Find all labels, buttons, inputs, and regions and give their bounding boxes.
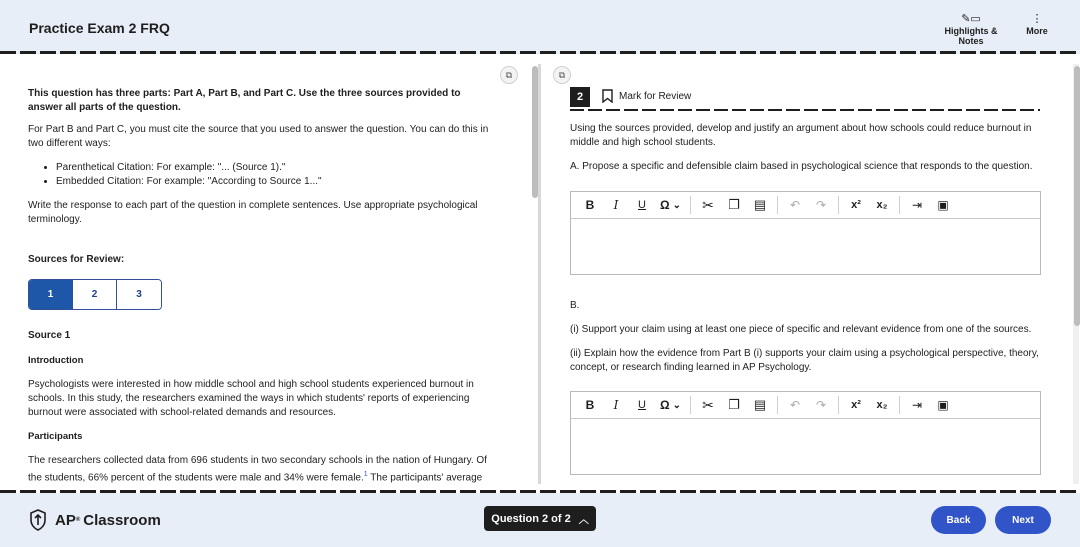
redo-icon: ↷ — [815, 198, 827, 212]
source-title: Source 1 — [28, 330, 71, 341]
subscript-button[interactable]: x₂ — [876, 399, 888, 411]
question-pane — [544, 57, 1074, 489]
toolbar-separator — [690, 196, 691, 214]
mark-for-review-label: Mark for Review — [619, 90, 692, 102]
paste-button[interactable] — [749, 194, 771, 216]
expand-left-button[interactable] — [500, 66, 518, 84]
toolbar-separator — [690, 396, 691, 414]
indent-button[interactable] — [906, 394, 928, 416]
question-navigator-label: Question 2 of 2 — [491, 512, 571, 525]
underline-button[interactable]: U — [638, 199, 646, 211]
bold-button[interactable]: B — [585, 198, 595, 212]
participants-continued: The participants' average — [367, 472, 483, 484]
participants-heading: Participants — [28, 431, 83, 442]
image-icon: ▣ — [937, 398, 949, 412]
undo-icon: ↶ — [789, 398, 801, 412]
undo-button[interactable] — [784, 394, 806, 416]
toolbar-separator — [838, 396, 839, 414]
toolbar-separator — [899, 196, 900, 214]
indent-icon: ⇥ — [911, 198, 923, 212]
indent-icon: ⇥ — [911, 398, 923, 412]
special-character-button[interactable] — [657, 194, 684, 216]
part-b-ii-prompt: (ii) Explain how the evidence from Part B (i) supports your claim using a psychological perspective, theory, concept, or research finding learned in AP Psychology. — [570, 348, 1039, 373]
introduction-paragraph: Psychologists were interested in how middle school and high school students experienced burnout in schools. In this study, the researchers examined the ways in which students' reports of experiencing burnout were associated with school-related demands and resources. — [28, 379, 474, 418]
copy-button[interactable] — [723, 394, 745, 416]
toolbar-separator — [777, 396, 778, 414]
exam-title: Practice Exam 2 FRQ — [29, 20, 170, 36]
source-pane — [0, 57, 531, 489]
editor-toolbar — [571, 392, 1040, 419]
source-tab-2[interactable]: 2 — [73, 280, 117, 309]
insert-image-button[interactable] — [932, 394, 954, 416]
source-tabs — [28, 279, 162, 310]
chevron-down-icon: ⌄ — [672, 399, 682, 411]
toolbar-separator — [899, 396, 900, 414]
introduction-heading: Introduction — [28, 355, 84, 366]
bottom-footer — [0, 493, 1080, 547]
logo-registered-mark: ® — [75, 517, 81, 523]
highlights-notes-button[interactable] — [934, 12, 1008, 46]
toolbar-separator — [777, 196, 778, 214]
part-b-label: B. — [570, 300, 580, 311]
more-label: More — [1026, 26, 1048, 36]
response-instructions: Write the response to each part of the question in complete sentences. Use appropriate psychological terminology. — [28, 200, 478, 225]
paste-icon: ▤ — [753, 197, 767, 212]
highlights-notes-label: Highlights & Notes — [944, 26, 998, 46]
underline-button[interactable]: U — [638, 399, 646, 411]
footnote-link[interactable]: 1 — [363, 471, 368, 478]
italic-button[interactable]: I — [613, 398, 619, 412]
expand-icon: ⧉ — [558, 69, 566, 80]
part-a-response-input[interactable] — [571, 219, 1040, 274]
cut-button[interactable] — [697, 194, 719, 216]
cut-icon: ✂ — [702, 396, 714, 413]
redo-icon: ↷ — [815, 398, 827, 412]
chevron-up-icon: ︿ — [578, 515, 589, 526]
paste-icon: ▤ — [753, 397, 767, 412]
cut-icon: ✂ — [702, 196, 714, 213]
participants-paragraph — [28, 454, 493, 485]
undo-button[interactable] — [784, 194, 806, 216]
pane-divider[interactable] — [538, 64, 541, 484]
special-character-button[interactable] — [657, 394, 684, 416]
undo-icon: ↶ — [789, 198, 801, 212]
source-tab-1[interactable]: 1 — [29, 280, 73, 309]
toolbar-separator — [838, 196, 839, 214]
italic-button[interactable]: I — [613, 198, 619, 212]
copy-icon: ❐ — [728, 197, 740, 212]
question-number: 2 — [570, 87, 590, 107]
chevron-down-icon: ⌄ — [672, 199, 682, 211]
sources-heading: Sources for Review: — [28, 254, 125, 265]
logo-ap-text: AP — [55, 511, 76, 529]
superscript-button[interactable]: x² — [851, 199, 861, 211]
part-b-response-input[interactable] — [571, 419, 1040, 474]
superscript-button[interactable]: x² — [851, 399, 861, 411]
logo-classroom-text: Classroom — [83, 511, 161, 529]
list-item: • Embedded Citation: For example: "According to Source 1..." — [56, 175, 322, 189]
part-b-editor — [570, 391, 1041, 475]
header-divider — [0, 51, 1080, 54]
mark-for-review-button[interactable] — [602, 89, 691, 103]
question-navigator-button[interactable] — [484, 506, 596, 531]
part-b-i-prompt: (i) Support your claim using at least one piece of specific and relevant evidence from one of the sources. — [570, 324, 1032, 335]
expand-right-button[interactable] — [553, 66, 571, 84]
omega-icon: Ω — [660, 398, 670, 412]
insert-image-button[interactable] — [932, 194, 954, 216]
citation-instructions: For Part B and Part C, you must cite the source that you used to answer the question. You can do this in two different ways: — [28, 124, 489, 149]
bookmark-icon — [602, 89, 613, 103]
subscript-button[interactable]: x₂ — [876, 199, 888, 211]
next-button[interactable]: Next — [995, 506, 1051, 534]
ap-logo-icon — [29, 509, 47, 531]
redo-button[interactable] — [810, 394, 832, 416]
more-button[interactable] — [1024, 12, 1050, 36]
indent-button[interactable] — [906, 194, 928, 216]
expand-icon: ⧉ — [505, 69, 513, 80]
participants-text: The researchers collected data from 696 students in two secondary schools in the nation of Hungary. Of the students, 66% percent of the students were male and 34% were female. — [28, 455, 487, 484]
redo-button[interactable] — [810, 194, 832, 216]
instructions-intro: This question has three parts: Part A, Part B, and Part C. Use the three sources provided to answer all parts of the question. — [28, 88, 461, 113]
top-header — [0, 0, 1080, 54]
omega-icon: Ω — [660, 198, 670, 212]
highlighter-icon: ✎▭ — [961, 13, 981, 25]
question-header-divider — [570, 109, 1040, 111]
copy-icon: ❐ — [728, 397, 740, 412]
cut-button[interactable] — [697, 394, 719, 416]
question-prompt: Using the sources provided, develop and justify an argument about how schools could reduce burnout in middle and high school students. — [570, 123, 1032, 148]
copy-button[interactable] — [723, 194, 745, 216]
image-icon: ▣ — [937, 198, 949, 212]
part-a-prompt: A. Propose a specific and defensible claim based in psychological science that responds to the question. — [570, 161, 1033, 172]
paste-button[interactable] — [749, 394, 771, 416]
right-scrollbar-thumb[interactable] — [1074, 66, 1080, 326]
source-tab-3[interactable]: 3 — [117, 280, 161, 309]
editor-toolbar — [571, 192, 1040, 219]
bold-button[interactable]: B — [585, 398, 595, 412]
more-icon: ⋮ — [1031, 13, 1043, 25]
back-button[interactable]: Back — [931, 506, 986, 534]
part-a-editor — [570, 191, 1041, 275]
citation-list — [48, 161, 322, 189]
list-item: • Parenthetical Citation: For example: "... (Source 1)." — [56, 161, 322, 175]
ap-classroom-logo — [29, 509, 161, 531]
